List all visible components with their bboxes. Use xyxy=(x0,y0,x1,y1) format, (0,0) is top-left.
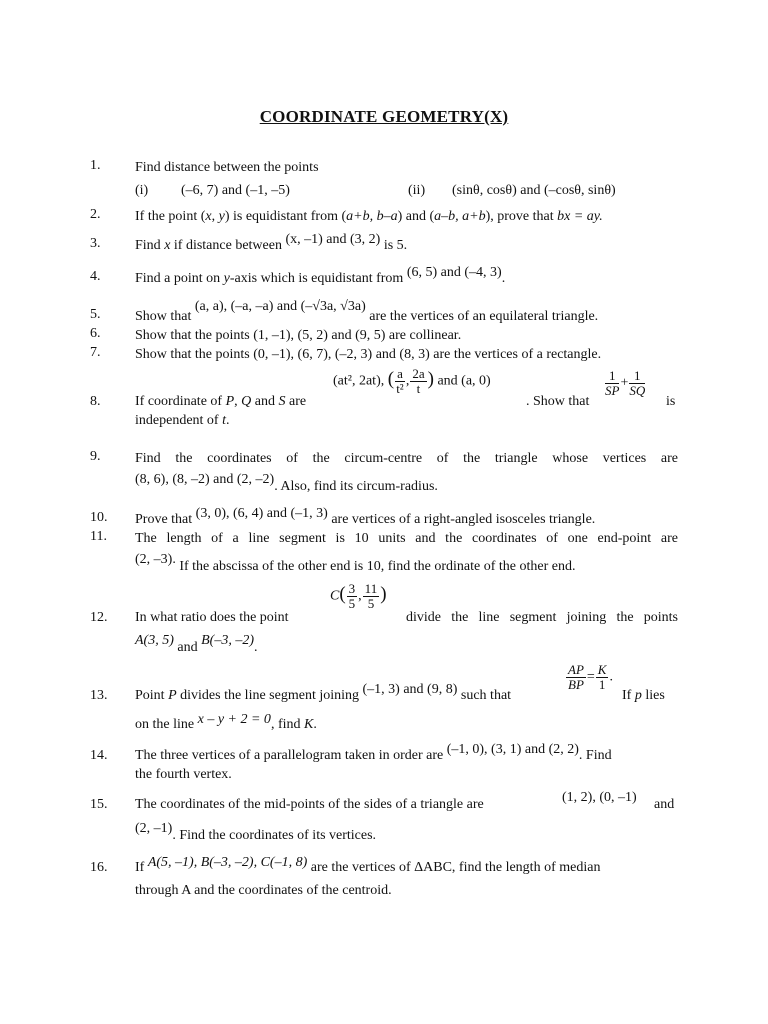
question-13-text: Point P divides the line segment joining (–1, 3) and (9, 8) such that xyxy=(135,682,512,703)
question-13-if-p-lies: If p lies xyxy=(622,688,665,703)
question-15-number: 15. xyxy=(90,797,108,812)
question-8-text: If coordinate of P, Q and S are xyxy=(135,394,307,409)
question-12-text-2: divide the line segment joining the points xyxy=(406,610,678,625)
question-12-line-2: A(3, 5) and B(–3, –2). xyxy=(135,633,258,655)
question-12-number: 12. xyxy=(90,610,108,625)
question-13-math: (–1, 3) and (9, 8) xyxy=(362,682,458,697)
question-15-text: The coordinates of the mid-points of the sides of a triangle are xyxy=(135,797,484,812)
question-11-line-2: (2, –3). If the abscissa of the other end is 10, find the ordinate of the other end. xyxy=(135,552,576,574)
question-2-text: If the point (x, y) is equidistant from (a+b, b–a) and (a–b, a+b), prove that bx = ay. xyxy=(135,209,603,224)
question-10-number: 10. xyxy=(90,510,108,525)
question-1-part-i-text: (–6, 7) and (–1, –5) xyxy=(181,183,290,198)
question-2-number: 2. xyxy=(90,207,101,222)
question-8-number: 8. xyxy=(90,394,101,409)
question-4-math: (6, 5) and (–4, 3) xyxy=(406,265,502,280)
question-3-number: 3. xyxy=(90,236,101,251)
question-11-line-1: The length of a line segment is 10 units and the coordinates of one end-point are xyxy=(135,531,678,546)
question-9-line-1: Find the coordinates of the circum-centre of the triangle whose vertices are xyxy=(135,451,678,466)
question-7-text: Show that the points (0, –1), (6, 7), (–2, 3) and (8, 3) are the vertices of a rectangle. xyxy=(135,347,602,362)
question-1-part-i-label: (i) xyxy=(135,183,149,198)
question-9-line-2: (8, 6), (8, –2) and (2, –2). Also, find its circum-radius. xyxy=(135,472,438,494)
question-16-text: If A(5, –1), B(–3, –2), C(–1, 8) are the vertices of ΔABC, find the length of median xyxy=(135,855,601,875)
question-5-text: Show that (a, a), (–a, –a) and (–√3a, √3a) are the vertices of an equilateral triangle. xyxy=(135,299,599,324)
question-14-text: The three vertices of a parallelogram taken in order are (–1, 0), (3, 1) and (2, 2). Find xyxy=(135,742,612,763)
question-15-math-2: (2, –1) xyxy=(135,821,173,836)
question-7-number: 7. xyxy=(90,345,101,360)
question-13-line-2: on the line x – y + 2 = 0, find K. xyxy=(135,712,317,732)
page-title: COORDINATE GEOMETRY(X) xyxy=(259,107,509,126)
question-1-part-ii-text: (sinθ, cosθ) and (–cosθ, sinθ) xyxy=(452,183,616,198)
question-3-text: Find x if distance between (x, –1) and (3, 2) is 5. xyxy=(135,232,408,253)
question-8-is: is xyxy=(666,394,676,409)
question-6-text: Show that the points (1, –1), (5, 2) and (9, 5) are collinear. xyxy=(135,328,462,343)
question-14-number: 14. xyxy=(90,748,108,763)
question-4-number: 4. xyxy=(90,269,101,284)
question-6-number: 6. xyxy=(90,326,101,341)
question-8-sum-expression: $\frac{1}{SP}+$ $\frac{1}{SQ}$ xyxy=(605,368,646,398)
question-15-line-2: (2, –1). Find the coordinates of its vertices. xyxy=(135,821,377,843)
question-1-number: 1. xyxy=(90,158,101,173)
question-5-number: 5. xyxy=(90,307,101,322)
question-16-line-2: through A and the coordinates of the centroid. xyxy=(135,883,392,898)
question-14-line-2: the fourth vertex. xyxy=(135,767,232,782)
question-11-number: 11. xyxy=(90,529,107,544)
question-13-ratio: $\frac{AP}{BP}$ = $\frac{K}{1}$ . xyxy=(568,662,613,692)
question-11-math: (2, –3). xyxy=(135,552,176,567)
question-16-number: 16. xyxy=(90,860,108,875)
question-1-text: Find distance between the points xyxy=(135,160,319,175)
question-10-math: (3, 0), (6, 4) and (–1, 3) xyxy=(195,506,328,521)
question-15-and: and xyxy=(654,797,675,812)
question-5-math: (a, a), (–a, –a) and (–√3a, √3a) xyxy=(194,299,366,314)
question-3-math: (x, –1) and (3, 2) xyxy=(285,232,381,247)
question-16-math: A(5, –1), B(–3, –2), C(–1, 8) xyxy=(147,855,308,870)
question-10-text: Prove that (3, 0), (6, 4) and (–1, 3) are vertices of a right-angled isosceles triangle. xyxy=(135,506,596,527)
question-8-fraction-a: $\frac{a}{\text{t²}}$ xyxy=(396,366,404,396)
question-1-part-ii-label: (ii) xyxy=(408,183,426,198)
question-14-math: (–1, 0), (3, 1) and (2, 2) xyxy=(446,742,579,757)
question-4-text: Find a point on y-axis which is equidistant from (6, 5) and (–4, 3). xyxy=(135,265,506,286)
question-8-math: (at², 2at), ( $\frac{a}{\text{t²}}$ , $\frac{2a}{t}$ ) and (a, 0) xyxy=(333,366,491,396)
question-9-number: 9. xyxy=(90,449,101,464)
question-9-math: (8, 6), (8, –2) and (2, –2) xyxy=(135,472,275,487)
question-12-point-c: C( $\frac{3}{5}$ , $\frac{11}{5}$ ) xyxy=(330,581,387,611)
question-8-fraction-b: $\frac{2a}{t}$ xyxy=(412,366,425,396)
question-15-math-1: (1, 2), (0, –1) xyxy=(562,790,637,805)
question-8-show-that: . Show that xyxy=(526,394,590,409)
question-12-text: In what ratio does the point xyxy=(135,610,289,625)
question-8-line-2: independent of t. xyxy=(135,413,230,428)
question-13-number: 13. xyxy=(90,688,108,703)
